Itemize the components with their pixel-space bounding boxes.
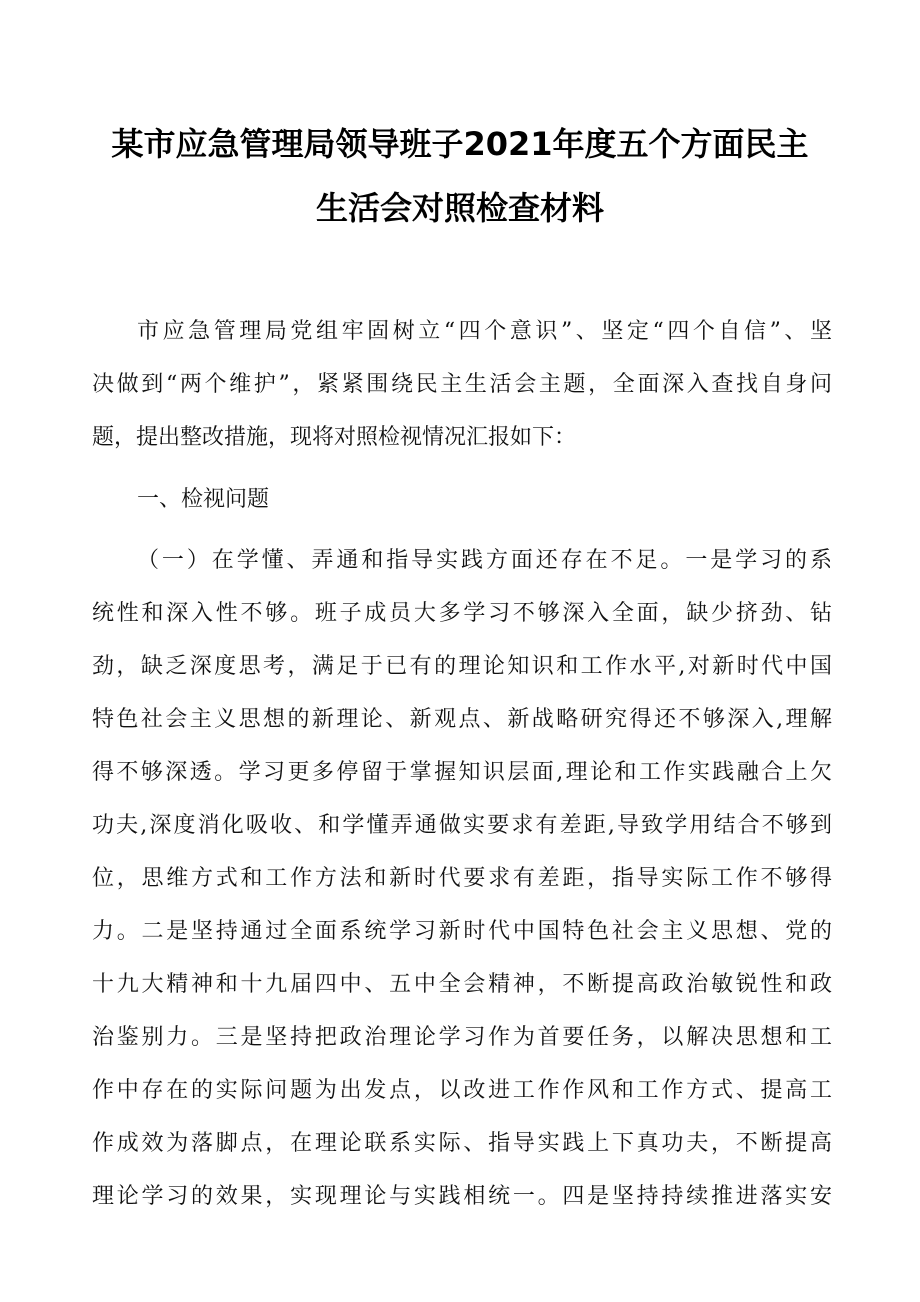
document-title-line-2: 生活会对照检查材料 [315,189,604,227]
paragraph-line: 特色社会主义思想的新理论、新观点、新战略研究得还不够深入,理解 [92,707,832,732]
paragraph-line: 功夫,深度消化吸收、和学懂弄通做实要求有差距,导致学用结合不够到 [92,813,832,838]
paragraph-line: 治鉴别力。三是坚持把政治理论学习作为首要任务，以解决思想和工 [92,1025,832,1050]
paragraph-line: 力。二是坚持通过全面系统学习新时代中国特色社会主义思想、党的 [92,919,832,944]
paragraph-line: 统性和深入性不够。班子成员大多学习不够深入全面，缺少挤劲、钻 [92,601,832,626]
paragraph-line: 决做到“两个维护”，紧紧围绕民主生活会主题，全面深入查找自身问 [92,372,832,397]
paragraph-line: 理论学习的效果，实现理论与实践相统一。四是坚持持续推进落实安 [92,1184,832,1209]
paragraph-line: 市应急管理局党组牢固树立“四个意识”、坚定“四个自信”、坚 [137,319,832,344]
paragraph-line: 得不够深透。学习更多停留于掌握知识层面,理论和工作实践融合上欠 [92,760,832,785]
paragraph-line: （一）在学懂、弄通和指导实践方面还存在不足。一是学习的系 [137,548,832,573]
paragraph-line: 位，思维方式和工作方法和新时代要求有差距，指导实际工作不够得 [92,866,832,891]
paragraph-line: 作成效为落脚点，在理论联系实际、指导实践上下真功夫，不断提高 [92,1131,832,1156]
paragraph-line: 十九大精神和十九届四中、五中全会精神，不断提高政治敏锐性和政 [92,972,832,997]
section-heading: 一、检视问题 [137,487,270,512]
paragraph-line: 劲，缺乏深度思考，满足于已有的理论知识和工作水平,对新时代中国 [92,654,832,679]
document-title-line-1: 某市应急管理局领导班子2021年度五个方面民主 [111,125,809,163]
paragraph-line: 作中存在的实际问题为出发点，以改进工作作风和工作方式、提高工 [92,1078,832,1103]
paragraph-line: 题，提出整改措施，现将对照检视情况汇报如下： [92,425,577,450]
